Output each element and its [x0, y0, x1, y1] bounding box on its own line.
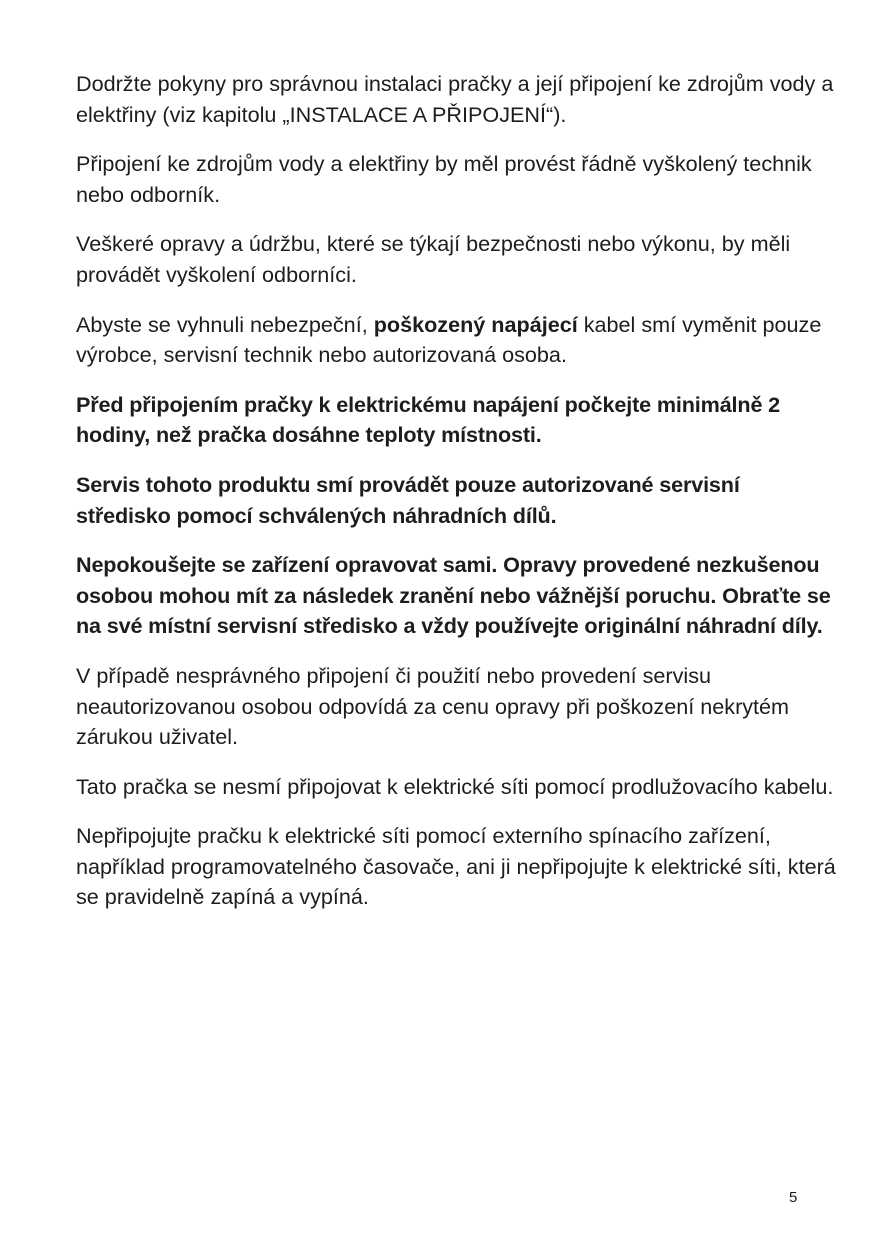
damaged-cable-text-start: Abyste se vyhnuli nebezpeční,: [76, 311, 374, 337]
paragraph-installation-instructions: Dodržte pokyny pro správnou instalaci pračky a její připojení ke zdrojům vody a elektřiny (viz kapitolu „INSTALACE A PŘIPOJENÍ“).: [76, 71, 834, 127]
paragraph-do-not-repair-yourself: Nepokoušejte se zařízení opravovat sami. Opravy provedené nezkušenou osobou mohou mít za následek zranění nebo vážnější poruchu. Obraťte se na své místní servisní středisko a vždy používejte originální náhradní díly.: [76, 552, 831, 639]
paragraph-repairs-maintenance: Veškeré opravy a údržbu, které se týkají bezpečnosti nebo výkonu, by měli provádět vyškolení odborníci.: [76, 231, 791, 287]
paragraph-authorized-service: Servis tohoto produktu smí provádět pouze autorizované servisní středisko pomocí schválených náhradních dílů.: [76, 471, 740, 528]
paragraph-damaged-cable: [76, 310, 836, 371]
paragraph-unauthorized-service-liability: V případě nesprávného připojení či použití nebo provedení servisu neautorizovanou osobou odpovídá za cenu opravy při poškození nekrytém zárukou uživatel.: [76, 662, 790, 750]
damaged-cable-emphasis: poškozený napájecí: [373, 311, 578, 337]
paragraph-wait-room-temperature: Před připojením pračky k elektrickému napájení počkejte minimálně 2 hodiny, než pračka dosáhne teploty místnosti.: [76, 391, 781, 448]
page-number: 5: [789, 1189, 798, 1206]
paragraph-no-extension-cable: Tato pračka se nesmí připojovat k elektrické síti pomocí prodlužovacího kabelu.: [76, 773, 834, 799]
paragraph-qualified-technician: Připojení ke zdrojům vody a elektřiny by měl provést řádně vyškolený technik nebo odborník.: [76, 151, 812, 207]
paragraph-no-external-switch: Nepřipojujte pračku k elektrické síti pomocí externího spínacího zařízení, například programovatelného časovače, ani ji nepřipojujte k elektrické síti, která se pravidelně zapíná a vypíná.: [76, 823, 836, 910]
damaged-cable-text-end: kabel smí vyměnit pouze výrobce, servisní technik nebo autorizovaná osoba.: [76, 311, 822, 368]
document-body: [76, 69, 836, 913]
